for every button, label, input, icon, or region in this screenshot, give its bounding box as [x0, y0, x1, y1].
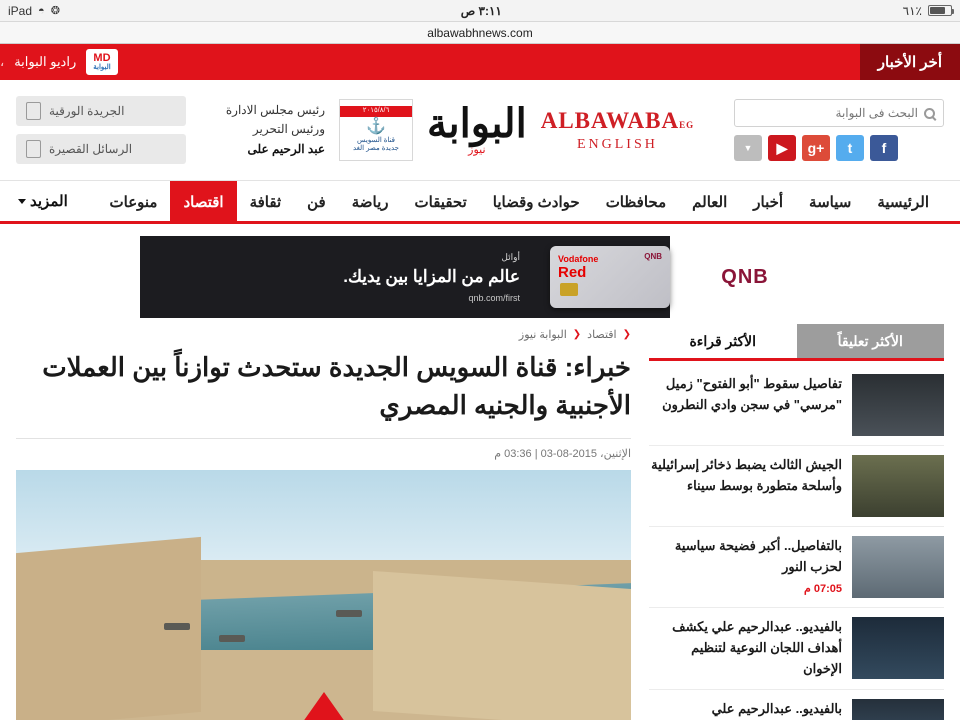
site-logo[interactable]: البوابة نيوز [427, 101, 527, 156]
card-chip-icon [560, 283, 578, 296]
topbar-separator: ، [0, 53, 5, 69]
sidebar-tabs [649, 324, 944, 361]
thumbnail [852, 455, 944, 517]
ad-copy: أوائل عالم من المزايا بين يديك. qnb.com/first [343, 251, 520, 303]
albawaba-english-logo[interactable]: ALBAWABAEG ENGLISH [540, 107, 695, 152]
sidebar [649, 324, 944, 720]
nav-item-art[interactable]: فن [307, 193, 326, 211]
nav-item-world[interactable]: العالم [692, 193, 728, 211]
facebook-icon[interactable]: f [870, 135, 898, 161]
list-item[interactable] [649, 690, 944, 720]
device-label: iPad [8, 3, 33, 18]
qnb-logo: QNB [670, 236, 820, 318]
nav-item-investigations[interactable]: تحقيقات [414, 193, 467, 211]
thumbnail [852, 699, 944, 720]
header-center-group [226, 99, 694, 161]
list-item-time: 07:05 م [803, 582, 842, 595]
list-item-title: بالتفاصيل.. أكبر فضيحة سياسية لحزب النور [674, 538, 842, 574]
phone-icon [26, 140, 41, 158]
newspaper-icon [26, 102, 41, 120]
social-links [734, 135, 944, 161]
twitter-icon[interactable]: t [836, 135, 864, 161]
breadcrumb-separator: ❮ [572, 329, 582, 340]
google-plus-icon[interactable]: g+ [802, 135, 830, 161]
list-item-title: الجيش الثالث يضبط ذخائر إسرائيلية وأسلحة متطورة بوسط سيناء [651, 457, 842, 493]
latest-news-button[interactable]: أخر الأخبار [860, 44, 960, 80]
youtube-icon[interactable]: ▶ [768, 135, 796, 161]
radio-logo-icon[interactable]: MD البوابة [86, 49, 117, 76]
main-nav [0, 180, 960, 224]
web-page [0, 44, 960, 720]
list-item[interactable] [649, 446, 944, 527]
thumbnail [852, 374, 944, 436]
credit-card-image: Vodafone Red QNB [550, 246, 670, 308]
nav-items [97, 181, 942, 221]
wifi-icon: ◓ [38, 4, 45, 17]
nav-item-sports[interactable]: رياضة [351, 193, 389, 211]
breadcrumb-separator: ❮ [622, 329, 631, 340]
chairman-block: رئيس مجلس الادارة ورئيس التحرير عبد الرحيم على [225, 103, 325, 156]
paper-edition-button[interactable]: الجريدة الورقية [16, 96, 186, 126]
list-item[interactable] [649, 365, 944, 446]
header-left-group [16, 96, 186, 164]
ship-icon [219, 635, 245, 642]
qnb-ad-banner[interactable] [140, 236, 820, 318]
thumbnail [852, 536, 944, 598]
list-item[interactable] [649, 527, 944, 608]
more-social-icon[interactable]: ▼ [734, 135, 762, 161]
article-date: الإثنين، 2015-08-03 | 03:36 م [494, 448, 631, 461]
nav-item-governorates[interactable]: محافظات [605, 193, 667, 211]
ios-status-bar [0, 0, 960, 22]
header-right-group [734, 99, 944, 161]
nav-item-accidents[interactable]: حوادث وقضايا [492, 193, 580, 211]
list-item-title: تفاصيل سقوط "أبو الفتوح" زميل "مرسي" في سجن وادي النطرون [662, 376, 842, 412]
nav-more-button[interactable]: المزيد [18, 181, 68, 221]
breadcrumb [16, 324, 631, 349]
breadcrumb-item-home[interactable]: البوابة نيوز [518, 329, 567, 341]
nav-item-home[interactable]: الرئيسية [877, 193, 929, 211]
ship-icon: ⚓ [366, 117, 386, 135]
battery-icon [928, 5, 952, 16]
search-icon [924, 108, 935, 119]
site-header [0, 80, 960, 180]
nav-item-news[interactable]: أخبار [753, 193, 784, 211]
suez-canal-logo-icon[interactable]: ٢٠١٥/٨/٦ ⚓ قناة السويس جديدة مصر الغد [339, 99, 413, 161]
list-item-title: بالفيديو.. عبدالرحيم علي يكشف أهداف اللجان النوعية لتنظيم الإخوان [672, 619, 842, 676]
search-box[interactable] [734, 99, 944, 127]
sms-button[interactable]: الرسائل القصيرة [16, 134, 186, 164]
battery-percent: ٦١٪ [902, 3, 922, 18]
browser-url-bar[interactable] [0, 22, 960, 44]
breadcrumb-item-category[interactable]: اقتصاد [587, 329, 617, 341]
nav-item-variety[interactable]: منوعات [109, 193, 158, 211]
bluetooth-icon: ❂ [50, 5, 60, 17]
play-badge-icon[interactable] [300, 692, 348, 720]
list-item[interactable] [649, 608, 944, 689]
nav-item-culture[interactable]: ثقافة [249, 193, 282, 211]
search-input[interactable] [743, 106, 918, 120]
thumbnail [852, 617, 944, 679]
radio-link[interactable]: راديو البوابة [14, 53, 77, 69]
tab-most-commented[interactable]: الأكثر تعليقاً [797, 324, 945, 358]
chevron-down-icon [18, 199, 26, 204]
page-title: خبراء: قناة السويس الجديدة ستحدث توازناً بين العملات الأجنبية والجنيه المصري [16, 349, 631, 439]
url-text: albawabhnews.com [427, 25, 533, 40]
article-hero-image[interactable] [16, 470, 631, 720]
site-topbar [0, 44, 960, 80]
article-column [16, 324, 631, 720]
ad-banner-wrap [0, 224, 960, 324]
ship-icon [164, 623, 190, 630]
content-area [0, 324, 960, 720]
ship-icon [336, 610, 362, 617]
status-bar-clock: ٣:١١ ص [460, 3, 502, 18]
nav-item-economy[interactable]: اقتصاد [170, 181, 236, 222]
nav-item-politics[interactable]: سياسة [809, 193, 852, 211]
list-item-title: بالفيديو.. عبدالرحيم علي [711, 700, 842, 716]
tab-most-read[interactable]: الأكثر قراءة [649, 324, 797, 358]
most-read-list [649, 365, 944, 720]
